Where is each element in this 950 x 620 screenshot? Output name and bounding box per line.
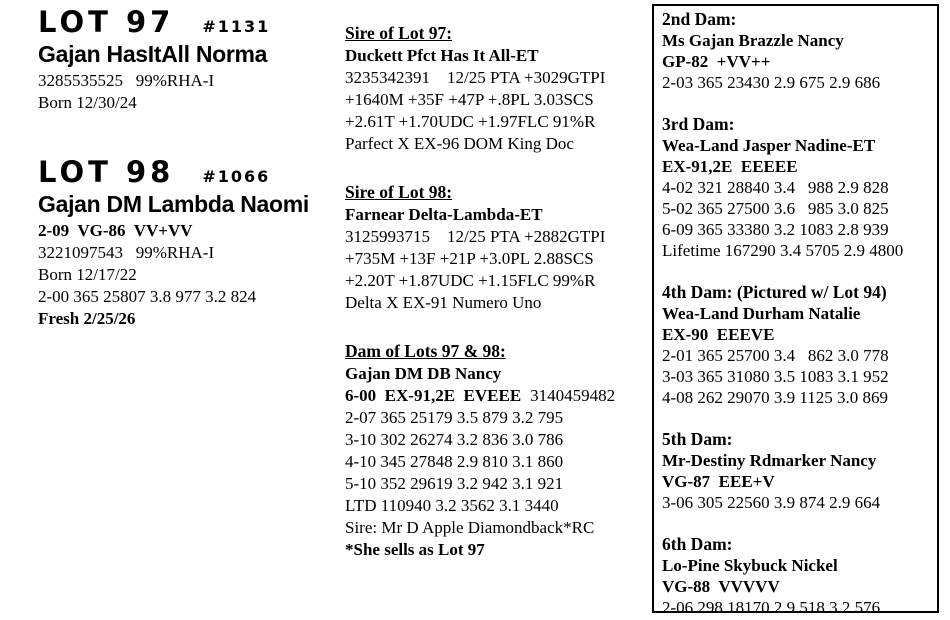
fourth-dam-section <box>662 282 933 408</box>
dam-lactation-record: 4-10 345 27848 2.9 810 3.1 860 <box>345 452 564 471</box>
lot-98-fresh-line: Fresh 2/25/26 <box>38 309 136 328</box>
second-dam-score: GP-82 +VV++ <box>662 52 771 71</box>
fifth-dam-score: VG-87 EEE+V <box>662 472 775 491</box>
lot-98-animal-name: Gajan DM Lambda Naomi <box>38 191 310 217</box>
second-dam-section <box>662 9 933 93</box>
lactation-record: 6-09 365 33380 3.2 1083 2.8 939 <box>662 220 889 239</box>
fourth-dam-score: EX-90 EEEVE <box>662 325 775 344</box>
sire-98-pta-line-1: 3125993715 12/25 PTA +2882GTPI <box>345 227 606 246</box>
sire-97-heading: Sire of Lot 97: <box>345 23 453 43</box>
dam-lactation-record: 3-10 302 26274 3.2 836 3.0 786 <box>345 430 564 449</box>
dam-heading: Dam of Lots 97 & 98: <box>345 341 506 361</box>
fifth-dam-heading: 5th Dam: <box>662 429 733 449</box>
fifth-dam-name: Mr-Destiny Rdmarker Nancy <box>662 451 877 470</box>
dam-name: Gajan DM DB Nancy <box>345 364 502 383</box>
lot-98-section <box>38 154 338 330</box>
sire-97-pta-line-1: 3235342391 12/25 PTA +3029GTPI <box>345 68 606 87</box>
third-dam-name: Wea-Land Jasper Nadine-ET <box>662 136 876 155</box>
sixth-dam-name: Lo-Pine Skybuck Nickel <box>662 556 838 575</box>
lot-98-registration-line: 3221097543 99%RHA-I <box>38 243 215 262</box>
lot-97-title: LOT 97 <box>38 5 175 39</box>
second-dam-heading: 2nd Dam: <box>662 9 737 29</box>
sixth-dam-score: VG-88 VVVVV <box>662 577 780 596</box>
lactation-record: 4-08 262 29070 3.9 1125 3.0 869 <box>662 388 889 407</box>
dam-score: 6-00 EX-91,2E EVEEE <box>345 386 522 405</box>
sixth-dam-section <box>662 534 933 618</box>
sire-98-cross-line: Delta X EX-91 Numero Uno <box>345 293 542 312</box>
lot-98-born-line: Born 12/17/22 <box>38 265 137 284</box>
lot-98-score-line: 2-09 VG-86 VV+VV <box>38 221 193 240</box>
dam-lactation-record: 5-10 352 29619 3.2 942 3.1 921 <box>345 474 564 493</box>
sixth-dam-heading: 6th Dam: <box>662 534 733 554</box>
lactation-record: 2-01 365 25700 3.4 862 3.0 778 <box>662 346 889 365</box>
lot-97-catalog-number: #1131 <box>202 17 271 36</box>
lot-98-catalog-number: #1066 <box>202 167 271 186</box>
lifetime-record: Lifetime 167290 3.4 5705 2.9 4800 <box>662 241 904 260</box>
dam-history-box <box>652 4 939 617</box>
lot-listings-column <box>38 4 338 330</box>
sire-97-pta-line-2: +1640M +35F +47P +.8PL 3.03SCS <box>345 90 594 109</box>
second-dam-name: Ms Gajan Brazzle Nancy <box>662 31 844 50</box>
third-dam-score: EX-91,2E EEEEE <box>662 157 798 176</box>
dam-lactation-record: 2-07 365 25179 3.5 879 3.2 795 <box>345 408 564 427</box>
sire-97-name: Duckett Pfct Has It All-ET <box>345 46 539 65</box>
third-dam-section <box>662 114 933 261</box>
lot-98-lactation-record: 2-00 365 25807 3.8 977 3.2 824 <box>38 287 257 306</box>
dam-lifetime-record: LTD 110940 3.2 3562 3.1 3440 <box>345 496 559 515</box>
lot-97-born-line: Born 12/30/24 <box>38 93 137 112</box>
dam-registration-number: 3140459482 <box>530 386 616 405</box>
fifth-dam-section <box>662 429 933 513</box>
fourth-dam-heading: 4th Dam: (Pictured w/ Lot 94) <box>662 282 887 302</box>
sire-98-name: Farnear Delta-Lambda-ET <box>345 205 543 224</box>
lot-97-animal-name: Gajan HasItAll Norma <box>38 41 268 67</box>
lot-97-section <box>38 4 338 114</box>
dam-sells-note: *She sells as Lot 97 <box>345 540 485 559</box>
sire-of-lot-98-section <box>345 181 650 314</box>
dam-score-line <box>345 385 650 407</box>
pedigree-column <box>345 22 650 587</box>
third-dam-heading: 3rd Dam: <box>662 114 735 134</box>
lactation-record: 2-03 365 23430 2.9 675 2.9 686 <box>662 73 881 92</box>
lot-98-heading <box>38 154 338 190</box>
sire-98-pta-line-2: +735M +13F +21P +3.0PL 2.88SCS <box>345 249 594 268</box>
dam-of-lots-section <box>345 340 650 561</box>
lactation-record: 2-06 298 18170 2.9 518 3.2 576 <box>662 598 881 617</box>
dam-sire-line: Sire: Mr D Apple Diamondback*RC <box>345 518 595 537</box>
lot-98-title: LOT 98 <box>38 155 175 189</box>
sire-97-cross-line: Parfect X EX-96 DOM King Doc <box>345 134 574 153</box>
sire-98-pta-line-3: +2.20T +1.87UDC +1.15FLC 99%R <box>345 271 596 290</box>
sire-of-lot-97-section <box>345 22 650 155</box>
sire-98-heading: Sire of Lot 98: <box>345 182 453 202</box>
lot-97-registration-line: 3285535525 99%RHA-I <box>38 71 215 90</box>
lactation-record: 3-03 365 31080 3.5 1083 3.1 952 <box>662 367 889 386</box>
sire-97-pta-line-3: +2.61T +1.70UDC +1.97FLC 91%R <box>345 112 596 131</box>
lactation-record: 3-06 305 22560 3.9 874 2.9 664 <box>662 493 881 512</box>
lot-97-heading <box>38 4 338 40</box>
fourth-dam-name: Wea-Land Durham Natalie <box>662 304 861 323</box>
lactation-record: 4-02 321 28840 3.4 988 2.9 828 <box>662 178 889 197</box>
lactation-record: 5-02 365 27500 3.6 985 3.0 825 <box>662 199 889 218</box>
